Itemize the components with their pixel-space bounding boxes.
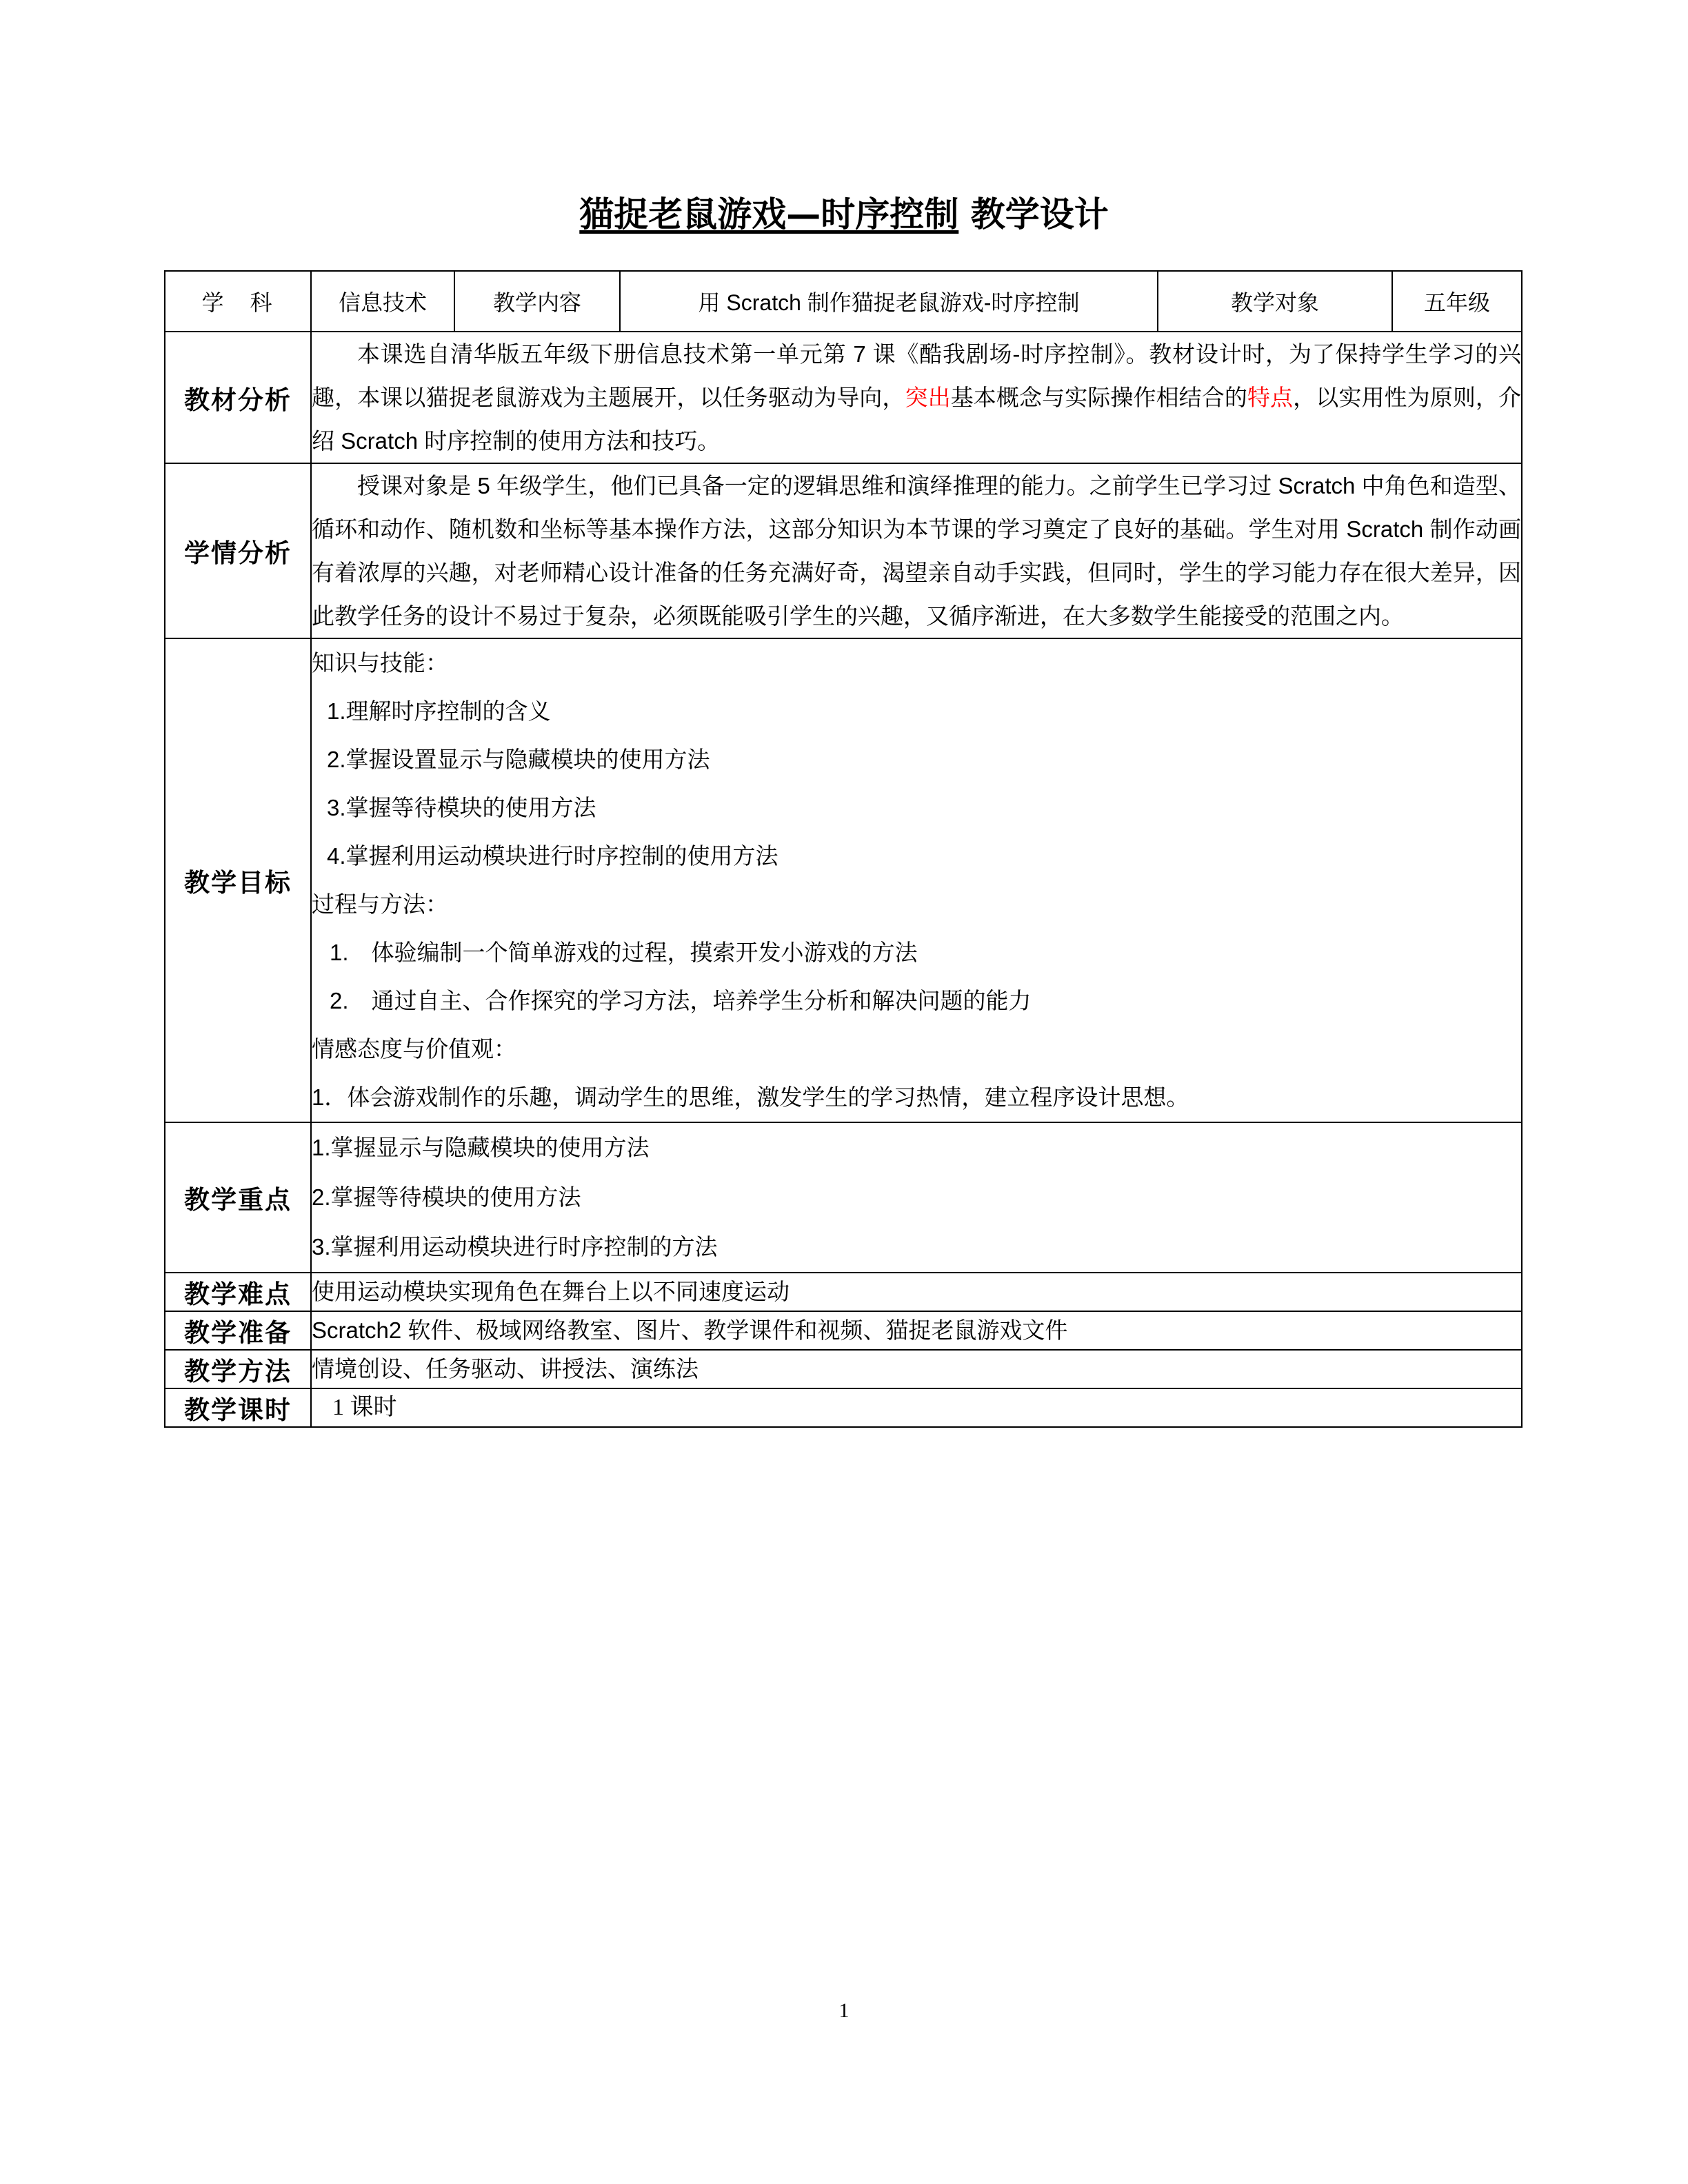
material-analysis-highlight1: 突出 [905, 385, 951, 410]
teaching-goals-label: 教学目标 [165, 638, 311, 1122]
material-analysis-content [311, 332, 1522, 463]
subject-value: 信息技术 [311, 271, 454, 332]
subject-label: 学 科 [165, 271, 311, 332]
page-title-main: 猫捉老鼠游戏—时序控制 [579, 194, 959, 234]
goals-group2-item-0: 1. 体验编制一个简单游戏的过程，摸索开发小游戏的方法 [330, 940, 918, 965]
student-analysis-text: 授课对象是 5 年级学生，他们已具备一定的逻辑思维和演绎推理的能力。之前学生已学习过 Scratch 中角色和造型、循环和动作、随机数和坐标等基本操作方法，这部分知识为本节课的学习奠定了良好的基础。学生对用 Scratch 制作动画有着浓厚的兴趣，对老师精心设计准备的任务充满好奇，渴望亲自动手实践，但同时，学生的学习能力存在很大差异，因此教学任务的设计不易过于复杂，必须既能吸引学生的兴趣，又循序渐进，在大多数学生能接受的范围之内。 [312, 473, 1521, 629]
audience-value: 五年级 [1392, 271, 1522, 332]
goals-group2-item-1: 2. 通过自主、合作探究的学习方法，培养学生分析和解决问题的能力 [330, 988, 1032, 1013]
table-row-key-points [165, 1122, 1522, 1273]
methods-label: 教学方法 [165, 1350, 311, 1388]
page-number: 1 [838, 1999, 850, 2022]
student-analysis-label: 学情分析 [165, 463, 311, 638]
goals-group3-title: 情感态度与价值观： [312, 1036, 516, 1062]
goals-group1-item-0: 1.理解时序控制的含义 [327, 698, 551, 724]
page-title [0, 193, 1688, 236]
goals-group2-title: 过程与方法： [312, 891, 448, 917]
key-points-content [311, 1122, 1522, 1273]
teaching-goals-content [311, 638, 1522, 1122]
periods-label: 教学课时 [165, 1388, 311, 1427]
table-row-methods [165, 1350, 1522, 1388]
goals-group1-title: 知识与技能： [312, 650, 448, 676]
table-row-periods [165, 1388, 1522, 1427]
material-analysis-text3: ，以实用性为原则，介绍 Scratch 时序控制的使用方法和技巧。 [312, 385, 1522, 454]
table-row-preparation [165, 1311, 1522, 1350]
goals-group1-item-3: 4.掌握利用运动模块进行时序控制的使用方法 [327, 843, 778, 869]
table-row-teaching-goals [165, 638, 1522, 1122]
goals-group3-item-0: 1．体会游戏制作的乐趣，调动学生的思维，激发学生的学习热情，建立程序设计思想。 [312, 1084, 1189, 1110]
preparation-content: Scratch2 软件、极域网络教室、图片、教学课件和视频、猫捉老鼠游戏文件 [311, 1311, 1522, 1350]
material-analysis-label: 教材分析 [165, 332, 311, 463]
goals-group1-item-1: 2.掌握设置显示与隐藏模块的使用方法 [327, 747, 710, 772]
material-analysis-text1: 本课选自清华版五年级下册信息技术第一单元第 7 课《酷我剧场-时序控制》。教材设计时，为了保持学生学习的兴趣，本课以猫捉老鼠游戏为主题展开，以任务驱动为导向， [312, 341, 1521, 410]
periods-content: 1 课时 [311, 1388, 1522, 1427]
lesson-plan-table [164, 270, 1523, 1428]
goals-group1-item-2: 3.掌握等待模块的使用方法 [327, 795, 596, 820]
key-points-item-0: 1.掌握显示与隐藏模块的使用方法 [312, 1135, 650, 1160]
table-row-student-analysis [165, 463, 1522, 638]
table-row-difficult-points [165, 1273, 1522, 1311]
key-points-label: 教学重点 [165, 1122, 311, 1273]
difficult-points-label: 教学难点 [165, 1273, 311, 1311]
page-title-suffix: 教学设计 [958, 194, 1109, 234]
material-analysis-text2: 基本概念与实际操作相结合的 [950, 385, 1247, 410]
key-points-item-2: 3.掌握利用运动模块进行时序控制的方法 [312, 1234, 718, 1260]
table-row-header-info [165, 271, 1522, 332]
material-analysis-highlight2: 特点 [1247, 385, 1294, 410]
difficult-points-content: 使用运动模块实现角色在舞台上以不同速度运动 [311, 1273, 1522, 1311]
student-analysis-content [311, 463, 1522, 638]
content-value: 用 Scratch 制作猫捉老鼠游戏-时序控制 [620, 271, 1158, 332]
methods-content: 情境创设、任务驱动、讲授法、演练法 [311, 1350, 1522, 1388]
preparation-label: 教学准备 [165, 1311, 311, 1350]
key-points-item-1: 2.掌握等待模块的使用方法 [312, 1184, 581, 1210]
content-label: 教学内容 [454, 271, 620, 332]
table-row-material-analysis [165, 332, 1522, 463]
audience-label: 教学对象 [1158, 271, 1392, 332]
